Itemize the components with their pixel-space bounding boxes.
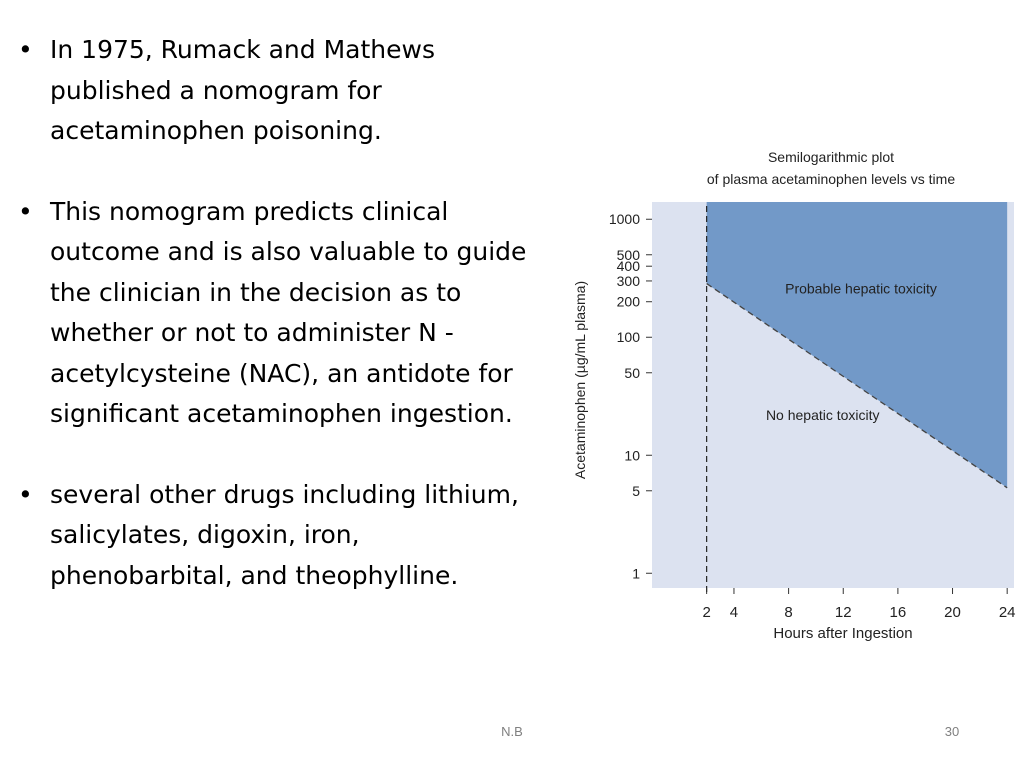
y-tick-label: 300: [616, 272, 640, 289]
x-tick-label: 20: [944, 604, 961, 621]
x-tick-label: 2: [702, 604, 711, 621]
slide-number: 30: [944, 724, 960, 739]
footer-author: N.B: [501, 724, 523, 739]
plot-area: [609, 202, 1016, 621]
region-annotation: No hepatic toxicity: [765, 406, 880, 423]
x-tick-label: 24: [998, 604, 1016, 621]
x-tick-label: 8: [784, 604, 793, 621]
bullet-item: [16, 30, 536, 152]
region-annotation: Probable hepatic toxicity: [785, 280, 937, 297]
x-tick-label: 12: [834, 604, 852, 621]
bullet-dot: •: [18, 35, 33, 64]
bullet-dot: •: [18, 479, 33, 509]
y-tick-label: 400: [616, 258, 640, 275]
chart-title-line-1: Semilogarithmic plot: [767, 149, 895, 165]
nomogram-chart: [560, 140, 1024, 650]
y-tick-label: 50: [624, 364, 640, 381]
y-tick-label: 10: [624, 447, 640, 464]
bullet-text: several other drugs including lithium, salicylates, digoxin, iron, phenobarbital, and theophylline.: [50, 479, 519, 590]
chart-title-line-2: of plasma acetaminophen levels vs time: [706, 171, 956, 187]
x-tick-label: 16: [889, 604, 907, 621]
y-tick-label: 100: [616, 329, 640, 346]
y-tick-label: 1: [632, 565, 640, 582]
y-tick-label: 1000: [608, 211, 640, 228]
y-tick-label: 500: [616, 246, 640, 263]
bullet-text: This nomogram predicts clinical outcome and is also valuable to guide the clinician in the decision as to whether or not to administer N -acetylcysteine (NAC), an antidote for significant acetaminophen ingestion.: [50, 196, 527, 428]
y-axis-label: Acetaminophen (µg/mL plasma): [572, 280, 588, 480]
y-tick-label: 200: [616, 293, 640, 310]
x-axis-label: Hours after Ingestion: [773, 625, 913, 642]
bullet-item: [16, 192, 536, 435]
bullet-text: In 1975, Rumack and Mathews published a nomogram for acetaminophen poisoning.: [50, 35, 435, 145]
bullet-dot: •: [18, 196, 33, 226]
bullet-item: [16, 475, 536, 597]
y-tick-label: 5: [632, 482, 640, 499]
bullet-list: [16, 30, 536, 636]
x-tick-label: 4: [729, 604, 739, 621]
